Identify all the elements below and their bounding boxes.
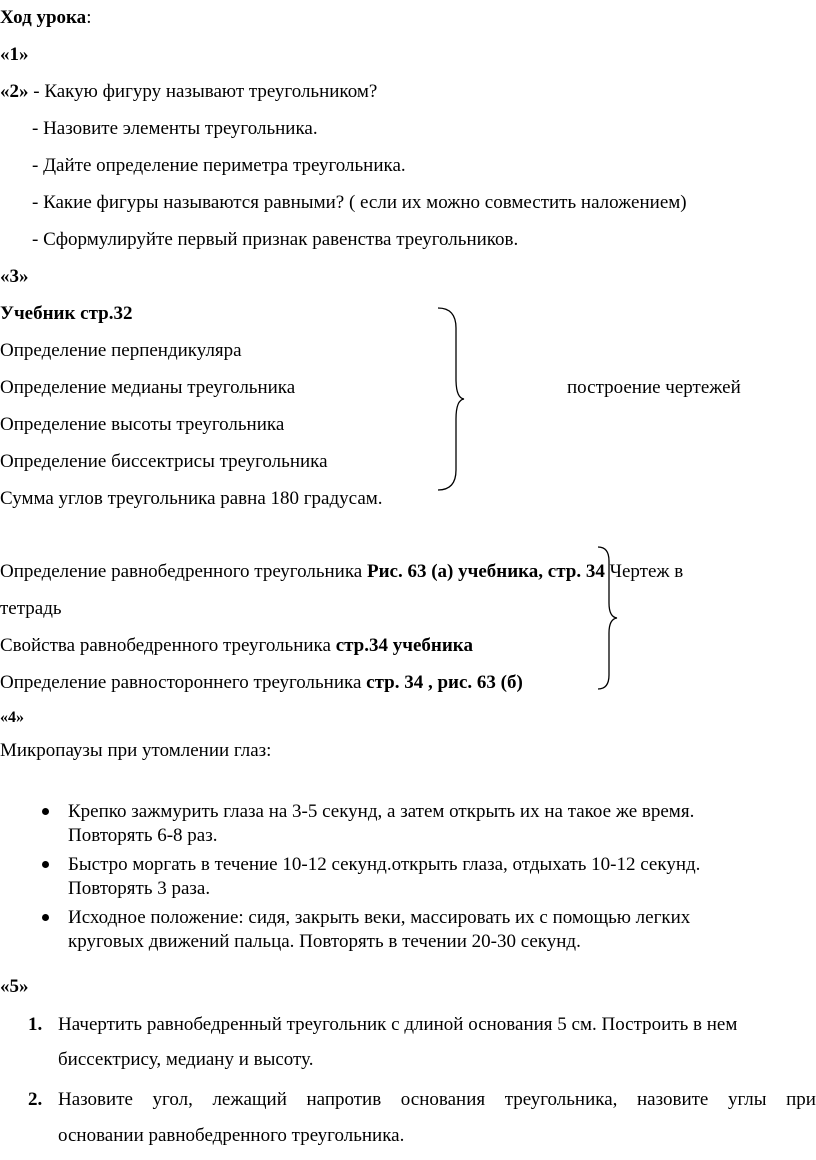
section-5-label: «5»: [0, 976, 29, 997]
list-item-continued: Повторять 3 раза.: [68, 878, 211, 899]
definition-height: Определение высоты треугольника: [0, 414, 285, 435]
drawing-note: построение чертежей: [567, 377, 741, 398]
textbook-reference: Учебник стр.32: [0, 303, 133, 324]
isosceles-properties-line: [0, 634, 473, 658]
lesson-heading: [0, 6, 91, 30]
section-2-question-3: - Дайте определение периметра треугольника.: [32, 155, 406, 176]
right-brace-icon: [436, 306, 466, 492]
section-4-label: «4»: [0, 709, 24, 726]
task-2-word: назовите: [636, 1089, 709, 1110]
task-2-word: угол,: [152, 1089, 193, 1110]
section-2-question-5: - Сформулируйте первый признак равенства треугольников.: [32, 229, 519, 250]
task-2-word: Назовите: [58, 1089, 133, 1110]
section-1-label: «1»: [0, 44, 29, 65]
isosceles-definition-line: [0, 560, 683, 584]
drawing-in-notebook: Чертеж в: [604, 561, 684, 582]
section-2-question-2: - Назовите элементы треугольника.: [32, 118, 318, 139]
task-2-word: углы: [727, 1089, 767, 1110]
section-3-label: «3»: [0, 266, 29, 287]
section-2-question-4: - Какие фигуры называются равными? ( если их можно совместить наложением): [32, 192, 687, 213]
task-2-word: треугольника,: [504, 1089, 618, 1110]
heading-colon: :: [86, 7, 92, 28]
isosceles-properties: Свойства равнобедренного треугольника: [0, 635, 336, 656]
task-2-word: при: [786, 1089, 816, 1110]
section-2-question-1: [0, 80, 377, 104]
bullet-icon: [42, 914, 49, 921]
bullet-icon: [42, 861, 49, 868]
definition-median: Определение медианы треугольника: [0, 377, 296, 398]
equilateral-ref: стр. 34 , рис. 63 (б): [366, 672, 523, 693]
eye-breaks-title: Микропаузы при утомлении глаз:: [0, 740, 272, 761]
isosceles-properties-ref: стр.34 учебника: [335, 635, 473, 656]
task-2-word: основания: [400, 1089, 486, 1110]
task-1-line-1: Начертить равнобедренный треугольник с длиной основания 5 см. Построить в нем: [58, 1014, 738, 1035]
task-1-line-2: биссектрису, медиану и высоту.: [58, 1049, 314, 1070]
notebook-word: тетрадь: [0, 598, 62, 619]
isosceles-figure-ref: Рис. 63 (а) учебника, стр. 34: [366, 561, 605, 582]
list-item-continued: круговых движений пальца. Повторять в течении 20-30 секунд.: [68, 931, 581, 952]
task-1-number: 1.: [28, 1014, 43, 1035]
task-2-line-2: основании равнобедренного треугольника.: [58, 1125, 405, 1146]
equilateral-definition-line: [0, 671, 523, 695]
list-item: Исходное положение: сидя, закрыть веки, массировать их с помощью легких: [68, 907, 691, 928]
task-2-word: лежащий: [212, 1089, 287, 1110]
section-2-label: «2»: [0, 81, 29, 102]
list-item-continued: Повторять 6-8 раз.: [68, 825, 218, 846]
isosceles-definition: Определение равнобедренного треугольника: [0, 561, 367, 582]
list-item: Крепко зажмурить глаза на 3-5 секунд, а затем открыть их на такое же время.: [68, 801, 695, 822]
definition-bisector: Определение биссектрисы треугольника: [0, 451, 328, 472]
heading-bold: Ход урока: [0, 7, 87, 28]
question-1-text: - Какую фигуру называют треугольником?: [28, 81, 378, 102]
task-2-number: 2.: [28, 1089, 43, 1110]
right-brace-icon: [596, 545, 620, 691]
angle-sum-statement: Сумма углов треугольника равна 180 градусам.: [0, 488, 383, 509]
equilateral-definition: Определение равностороннего треугольника: [0, 672, 367, 693]
list-item: Быстро моргать в течение 10-12 секунд.открыть глаза, отдыхать 10-12 секунд.: [68, 854, 701, 875]
definition-perpendicular: Определение перпендикуляра: [0, 340, 242, 361]
task-2-word: напротив: [306, 1089, 382, 1110]
task-2-line-1: [58, 1088, 816, 1112]
bullet-icon: [42, 808, 49, 815]
